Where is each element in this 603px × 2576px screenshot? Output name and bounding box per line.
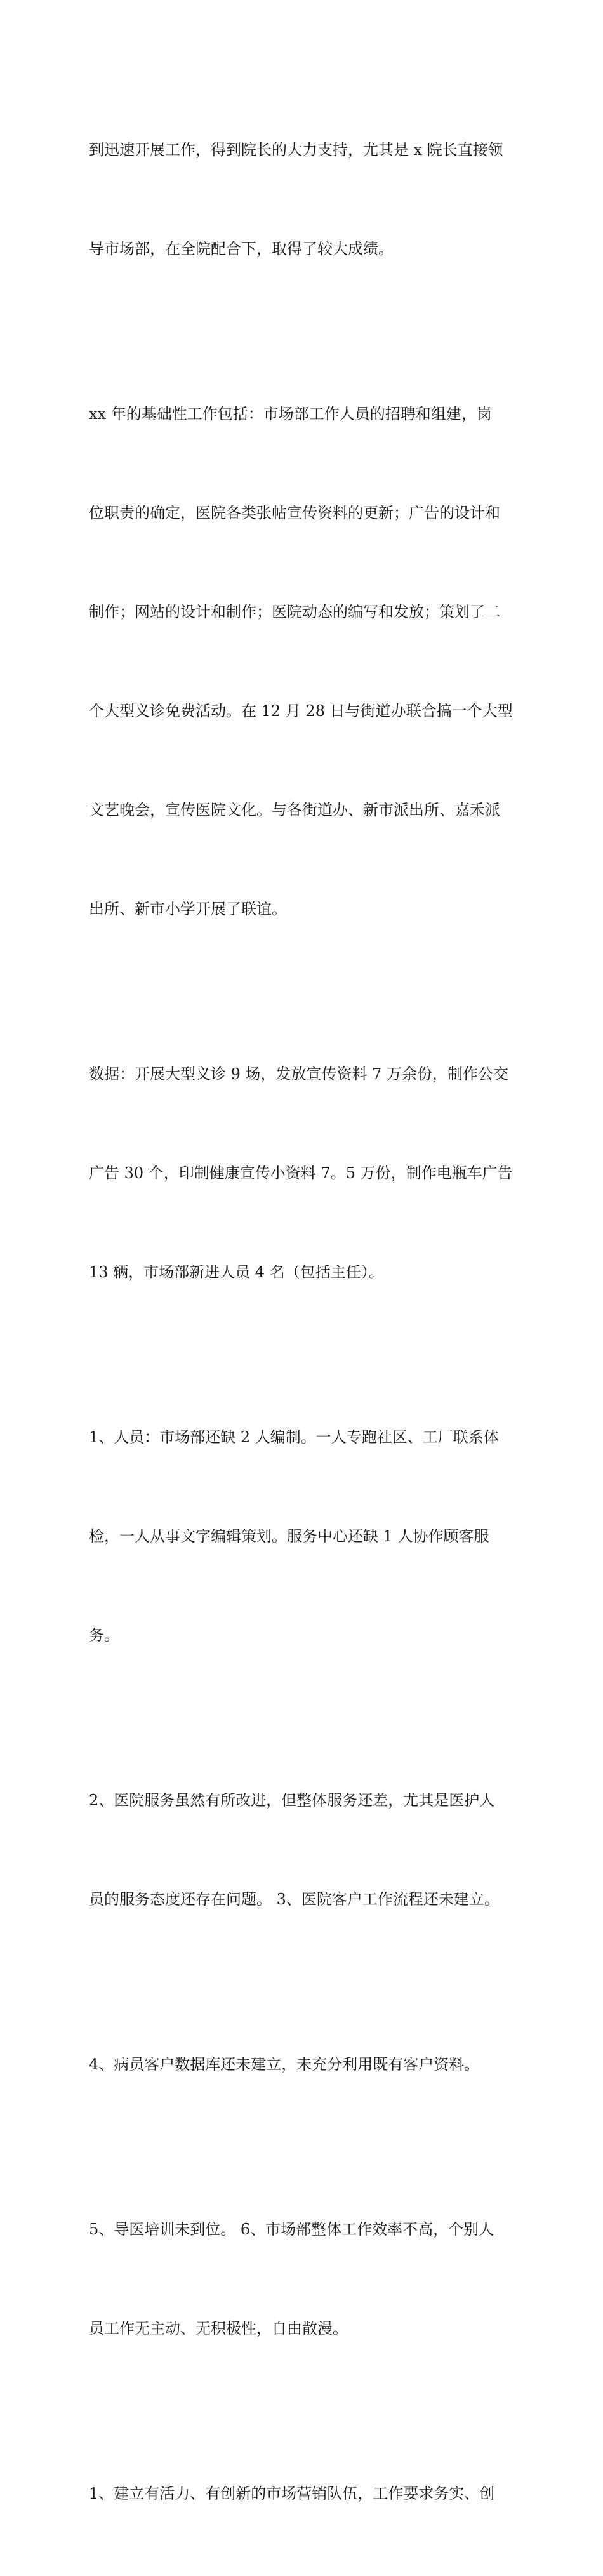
text-line: 到迅速开展工作，得到院长的大力支持，尤其是 x 院长直接领: [89, 141, 503, 159]
text-line: 广告 30 个，印制健康宣传小资料 7。5 万份，制作电瓶车广告: [89, 1164, 513, 1182]
text-line: 制作；网站的设计和制作；医院动态的编写和发放；策划了二: [89, 603, 500, 621]
text-line: 文艺晚会，宣传医院文化。与各街道办、新市派出所、嘉禾派: [89, 801, 500, 819]
text-line: 个大型义诊免费活动。在 12 月 28 日与街道办联合搞一个大型: [89, 702, 513, 720]
paragraph-4: [89, 1355, 515, 1718]
text-line: 位职责的确定，医院各类张帖宣传资料的更新；广告的设计和: [89, 504, 500, 522]
text-line: 务。: [89, 1626, 119, 1644]
text-line: 出所、新市小学开展了联谊。: [89, 900, 287, 918]
text-line: 5、导医培训未到位。 6、市场部整体工作效率不高，个别人: [89, 2221, 494, 2238]
paragraph-8: [89, 2411, 515, 2576]
text-line: 导市场部，在全院配合下，取得了较大成绩。: [89, 240, 394, 258]
paragraph-2: [89, 331, 515, 992]
text-line: 13 辆，市场部新进人员 4 名（包括主任）。: [89, 1263, 384, 1281]
text-line: 4、病员客户数据库还未建立，未充分利用既有客户资料。: [89, 2055, 480, 2073]
text-line: 2、医院服务虽然有所改进，但整体服务还差，尤其是医护人: [89, 1791, 495, 1809]
text-line: xx 年的基础性工作包括：市场部工作人员的招聘和组建，岗: [89, 405, 492, 423]
paragraph-5: [89, 1718, 515, 1982]
document-body: [89, 67, 515, 2576]
text-line: 数据：开展大型义诊 9 场，发放宣传资料 7 万余份，制作公交: [89, 1065, 509, 1083]
paragraph-1: [89, 67, 515, 331]
text-line: 员工作无主动、无积极性，自由散漫。: [89, 2320, 348, 2337]
text-line: 检，一人从事文字编辑策划。服务中心还缺 1 人协作顾客服: [89, 1527, 489, 1545]
text-line: 1、人员：市场部还缺 2 人编制。一人专跑社区、工厂联系体: [89, 1428, 499, 1446]
text-line: 员的服务态度还存在问题。 3、医院客户工作流程还未建立。: [89, 1890, 500, 1908]
paragraph-6: [89, 1982, 515, 2147]
paragraph-7: [89, 2147, 515, 2411]
text-line: 1、建立有活力、有创新的市场营销队伍，工作要求务实、创: [89, 2485, 495, 2502]
paragraph-3: [89, 992, 515, 1355]
